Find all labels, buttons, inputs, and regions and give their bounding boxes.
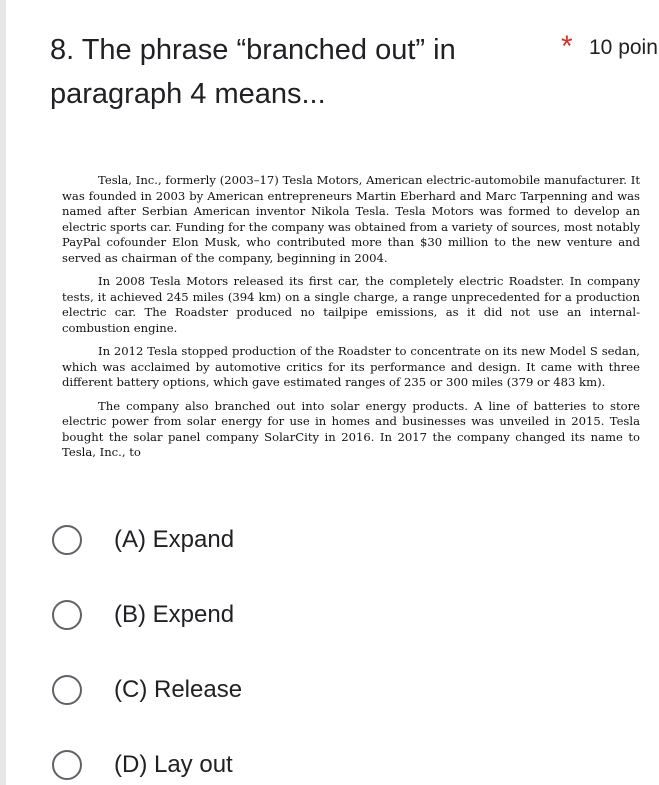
required-marker: *: [561, 30, 573, 63]
option-b[interactable]: [52, 577, 612, 652]
passage-paragraph-4: The company also branched out into solar energy products. A line of batteries to store electric power from solar energy for use in homes and businesses was unveiled in 2015. Tesla bought the solar panel company SolarCity in 2016. In 2017 the company changed its name to Tesla, Inc., to: [62, 398, 640, 459]
passage-paragraph-1: Tesla, Inc., formerly (2003–17) Tesla Motors, American electric-automobile manufacturer. It was founded in 2003 by American entrepreneurs Martin Eberhard and Marc Tarpenning and was named after Serbian American inventor Nikola Tesla. Tesla Motors was formed to develop an electric sports car. Funding for the company was obtained from a variety of sources, most notably PayPal cofounder Elon Musk, who contributed more than $30 million to the new venture and served as chairman of the company, beginning in 2004.: [62, 173, 640, 265]
passage-paragraph-2: In 2008 Tesla Motors released its first car, the completely electric Roadster. In company tests, it achieved 245 miles (394 km) on a single charge, a range unprecedented for a production electric car. The Roadster produced no tailpipe emissions, as it did not use an internal-combustion engine.: [62, 274, 640, 335]
question-title: 8. The phrase “branched out” in paragraph 4 means...: [50, 34, 456, 110]
radio-button-icon[interactable]: [52, 750, 82, 780]
radio-button-icon[interactable]: [52, 600, 82, 630]
option-label: (D) Lay out: [114, 750, 233, 778]
left-border: [0, 0, 6, 785]
points-label: 10 poin: [589, 36, 658, 59]
option-label: (B) Expend: [114, 600, 235, 628]
radio-button-icon[interactable]: [52, 525, 82, 555]
question-header: [50, 28, 659, 128]
passage-paragraph-3: In 2012 Tesla stopped production of the Roadster to concentrate on its new Model S sedan, which was acclaimed by automotive critics for its performance and design. It came with three different battery options, which gave estimated ranges of 235 or 300 miles (379 or 483 km).: [62, 344, 640, 389]
answer-options: [52, 502, 612, 785]
option-d[interactable]: [52, 727, 612, 785]
option-label: (A) Expand: [114, 525, 235, 553]
option-label: (C) Release: [114, 675, 243, 703]
option-a[interactable]: [52, 502, 612, 577]
option-c[interactable]: [52, 652, 612, 727]
reading-passage: [62, 173, 640, 469]
radio-button-icon[interactable]: [52, 675, 82, 705]
